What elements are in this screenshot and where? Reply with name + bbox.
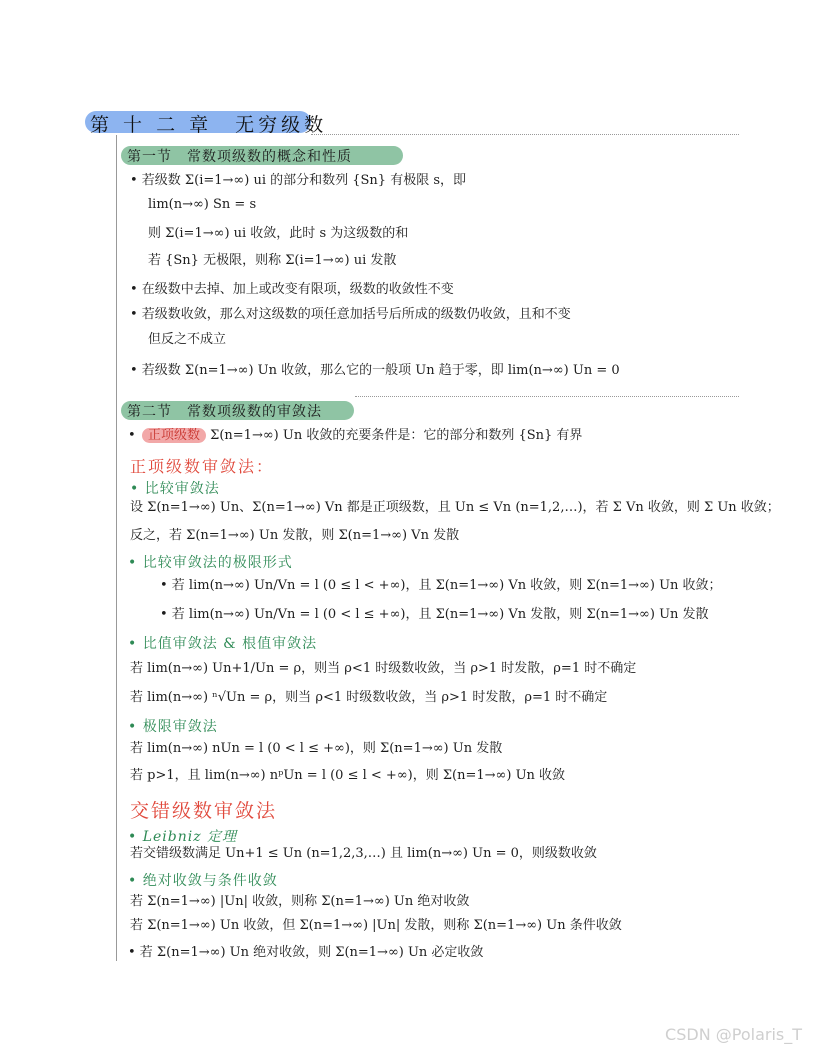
absolute-line: 若 Σ(n=1→∞) |Un| 收敛，则称 Σ(n=1→∞) Un 绝对收敛: [130, 894, 470, 909]
section2-title: 第二节 常数项级数的审敛法: [127, 404, 322, 420]
section-rule: [355, 396, 739, 397]
section1-line: lim(n→∞) Sn = s: [148, 197, 257, 212]
compare-line: 反之，若 Σ(n=1→∞) Un 发散，则 Σ(n=1→∞) Vn 发散: [130, 528, 460, 543]
absolute-line: • 若 Σ(n=1→∞) Un 绝对收敛，则 Σ(n=1→∞) Un 必定收敛: [128, 945, 484, 960]
section1-line: • 若级数 Σ(n=1→∞) Un 收敛，那么它的一般项 Un 趋于零，即 lim(n→∞) Un = 0: [130, 363, 620, 378]
section1-line: • 若级数 Σ(i=1→∞) ui 的部分和数列 {Sn} 有极限 s，即: [130, 173, 466, 188]
section1-line: 但反之不成立: [148, 332, 227, 347]
section1-line: • 若级数收敛，那么对这级数的项任意加括号后所成的级数仍收敛，且和不变: [130, 307, 571, 322]
absolute-line: 若 Σ(n=1→∞) Un 收敛，但 Σ(n=1→∞) |Un| 发散，则称 Σ(n=1→∞) Un 条件收敛: [130, 918, 622, 933]
positive-series-text: Σ(n=1→∞) Un 收敛的充要条件是：它的部分和数列 {Sn} 有界: [210, 428, 583, 443]
alternating-heading: 交错级数审敛法: [130, 800, 278, 822]
positive-criteria-heading: 正项级数审敛法：: [130, 457, 275, 476]
section1-line: • 在级数中去掉、加上或改变有限项，级数的收敛性不变: [130, 282, 454, 297]
positive-series-tag: 正项级数: [142, 428, 206, 443]
ratio-line: 若 lim(n→∞) Un+1/Un = ρ，则当 ρ<1 时级数收敛，当 ρ>1 时发散，ρ=1 时不确定: [130, 661, 637, 676]
leibniz-heading: • Leibniz 定理: [128, 829, 238, 845]
limit-test-line: 若 lim(n→∞) nUn = l (0 < l ≤ +∞)，则 Σ(n=1→∞) Un 发散: [130, 741, 503, 756]
bullet: •: [128, 428, 136, 443]
section1-line: 若 {Sn} 无极限，则称 Σ(i=1→∞) ui 发散: [148, 253, 397, 268]
limit-compare-line: • 若 lim(n→∞) Un/Vn = l (0 < l ≤ +∞)，且 Σ(n=1→∞) Vn 发散，则 Σ(n=1→∞) Un 发散: [160, 607, 709, 622]
section1-line: 则 Σ(i=1→∞) ui 收敛，此时 s 为这级数的和: [148, 226, 409, 241]
section1-title: 第一节 常数项级数的概念和性质: [127, 149, 352, 165]
chapter-title: 第 十 二 章 无穷级数: [90, 114, 328, 136]
section-margin-line: [116, 135, 117, 961]
chapter-rule: [311, 134, 739, 135]
absolute-heading: • 绝对收敛与条件收敛: [128, 873, 278, 889]
limit-test-line: 若 p>1，且 lim(n→∞) nᵖUn = l (0 ≤ l < +∞)，则 Σ(n=1→∞) Un 收敛: [130, 768, 566, 783]
compare-heading: • 比较审敛法: [130, 481, 220, 497]
compare-line: 设 Σ(n=1→∞) Un、Σ(n=1→∞) Vn 都是正项级数，且 Un ≤ Vn (n=1,2,…)，若 Σ Vn 收敛，则 Σ Un 收敛；: [130, 500, 780, 515]
limit-compare-heading: • 比较审敛法的极限形式: [128, 555, 293, 571]
leibniz-line: 若交错级数满足 Un+1 ≤ Un (n=1,2,3,…) 且 lim(n→∞) Un = 0，则级数收敛: [130, 846, 597, 861]
ratio-root-heading: • 比值审敛法 & 根值审敛法: [128, 636, 318, 652]
positive-series-line: [128, 427, 582, 445]
watermark: CSDN @Polaris_T: [665, 1025, 802, 1044]
limit-test-heading: • 极限审敛法: [128, 719, 218, 735]
limit-compare-line: • 若 lim(n→∞) Un/Vn = l (0 ≤ l < +∞)，且 Σ(n=1→∞) Vn 收敛，则 Σ(n=1→∞) Un 收敛；: [160, 578, 722, 593]
root-line: 若 lim(n→∞) ⁿ√Un = ρ，则当 ρ<1 时级数收敛，当 ρ>1 时发散，ρ=1 时不确定: [130, 690, 608, 705]
